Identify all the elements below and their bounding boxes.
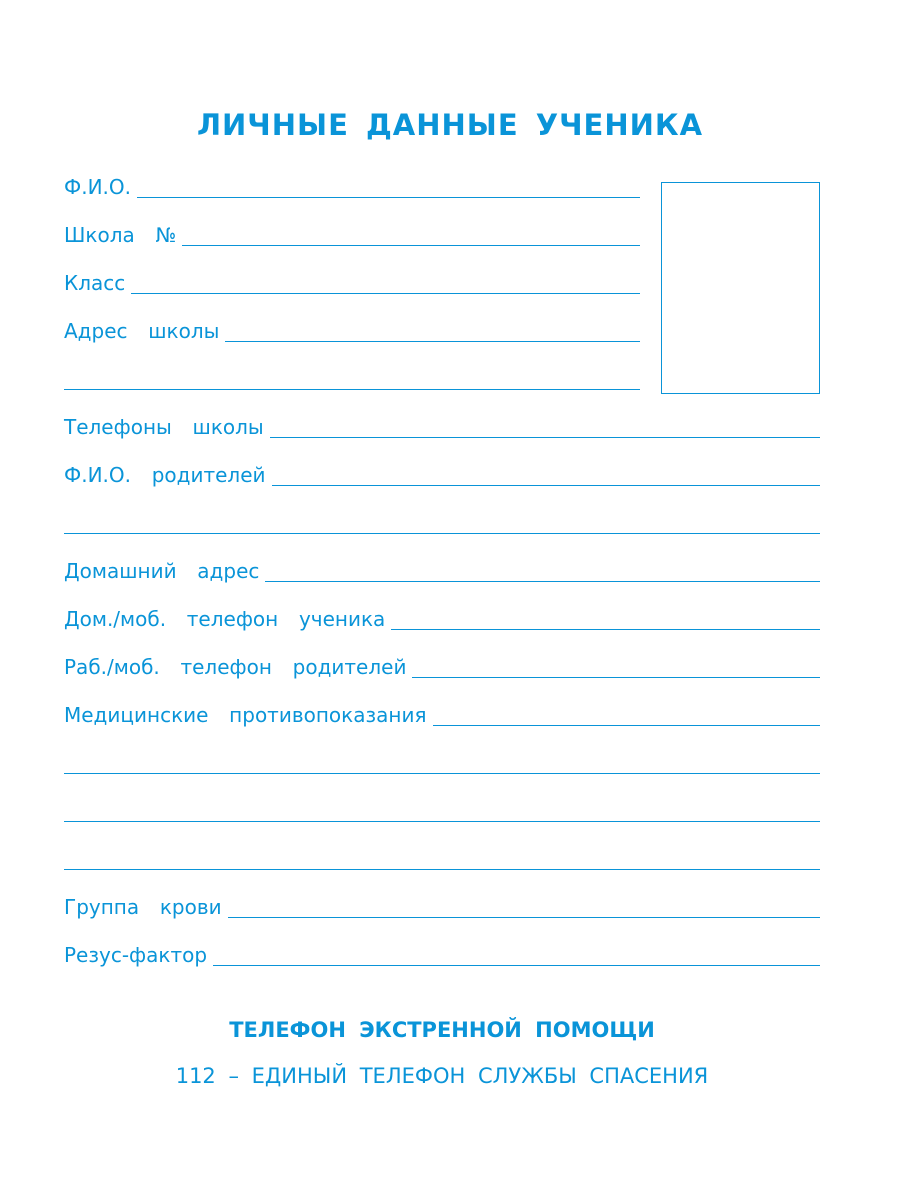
field-underline[interactable]: [391, 629, 820, 630]
field-underline[interactable]: [272, 485, 820, 486]
form-field[interactable]: [64, 841, 820, 871]
field-underline[interactable]: [64, 533, 820, 534]
field-underline[interactable]: [64, 869, 820, 870]
field-label: Школа №: [64, 223, 177, 247]
page-title: ЛИЧНЫЕ ДАННЫЕ УЧЕНИКА: [196, 108, 704, 142]
field-underline[interactable]: [225, 341, 640, 342]
field-label: Группа крови: [64, 895, 222, 919]
form-field[interactable]: [64, 649, 820, 679]
field-label: Резус-фактор: [64, 943, 208, 967]
form-field[interactable]: [64, 457, 820, 487]
emergency-text: 112 – ЕДИНЫЙ ТЕЛЕФОН СЛУЖБЫ СПАСЕНИЯ: [175, 1064, 709, 1088]
emergency-heading: ТЕЛЕФОН ЭКСТРЕННОЙ ПОМОЩИ: [229, 1018, 655, 1042]
field-underline[interactable]: [64, 821, 820, 822]
photo-box: [661, 182, 820, 394]
form-field[interactable]: [64, 601, 820, 631]
field-label: Телефоны школы: [64, 415, 264, 439]
form-field[interactable]: [64, 745, 820, 775]
form-field[interactable]: [64, 265, 640, 295]
form-field[interactable]: [64, 889, 820, 919]
field-underline[interactable]: [270, 437, 820, 438]
form-field[interactable]: [64, 697, 820, 727]
field-label: Медицинские противопоказания: [64, 703, 427, 727]
form-field[interactable]: [64, 553, 820, 583]
field-label: Раб./моб. телефон родителей: [64, 655, 407, 679]
form-field[interactable]: [64, 793, 820, 823]
field-underline[interactable]: [137, 197, 640, 198]
field-label: Ф.И.О. родителей: [64, 463, 266, 487]
field-label: Домашний адрес: [64, 559, 260, 583]
form-field[interactable]: [64, 505, 820, 535]
field-underline[interactable]: [213, 965, 820, 966]
field-underline[interactable]: [64, 389, 640, 390]
field-underline[interactable]: [182, 245, 640, 246]
field-label: Адрес школы: [64, 319, 220, 343]
field-underline[interactable]: [131, 293, 640, 294]
form-field[interactable]: [64, 313, 640, 343]
field-label: Дом./моб. телефон ученика: [64, 607, 386, 631]
field-label: Класс: [64, 271, 126, 295]
field-underline[interactable]: [265, 581, 820, 582]
form-field[interactable]: [64, 361, 640, 391]
form-field[interactable]: [64, 409, 820, 439]
field-underline[interactable]: [64, 773, 820, 774]
field-underline[interactable]: [228, 917, 820, 918]
form-field[interactable]: [64, 169, 640, 199]
field-label: Ф.И.О.: [64, 175, 131, 199]
field-underline[interactable]: [412, 677, 820, 678]
field-underline[interactable]: [433, 725, 821, 726]
form-field[interactable]: [64, 937, 820, 967]
form-field[interactable]: [64, 217, 640, 247]
